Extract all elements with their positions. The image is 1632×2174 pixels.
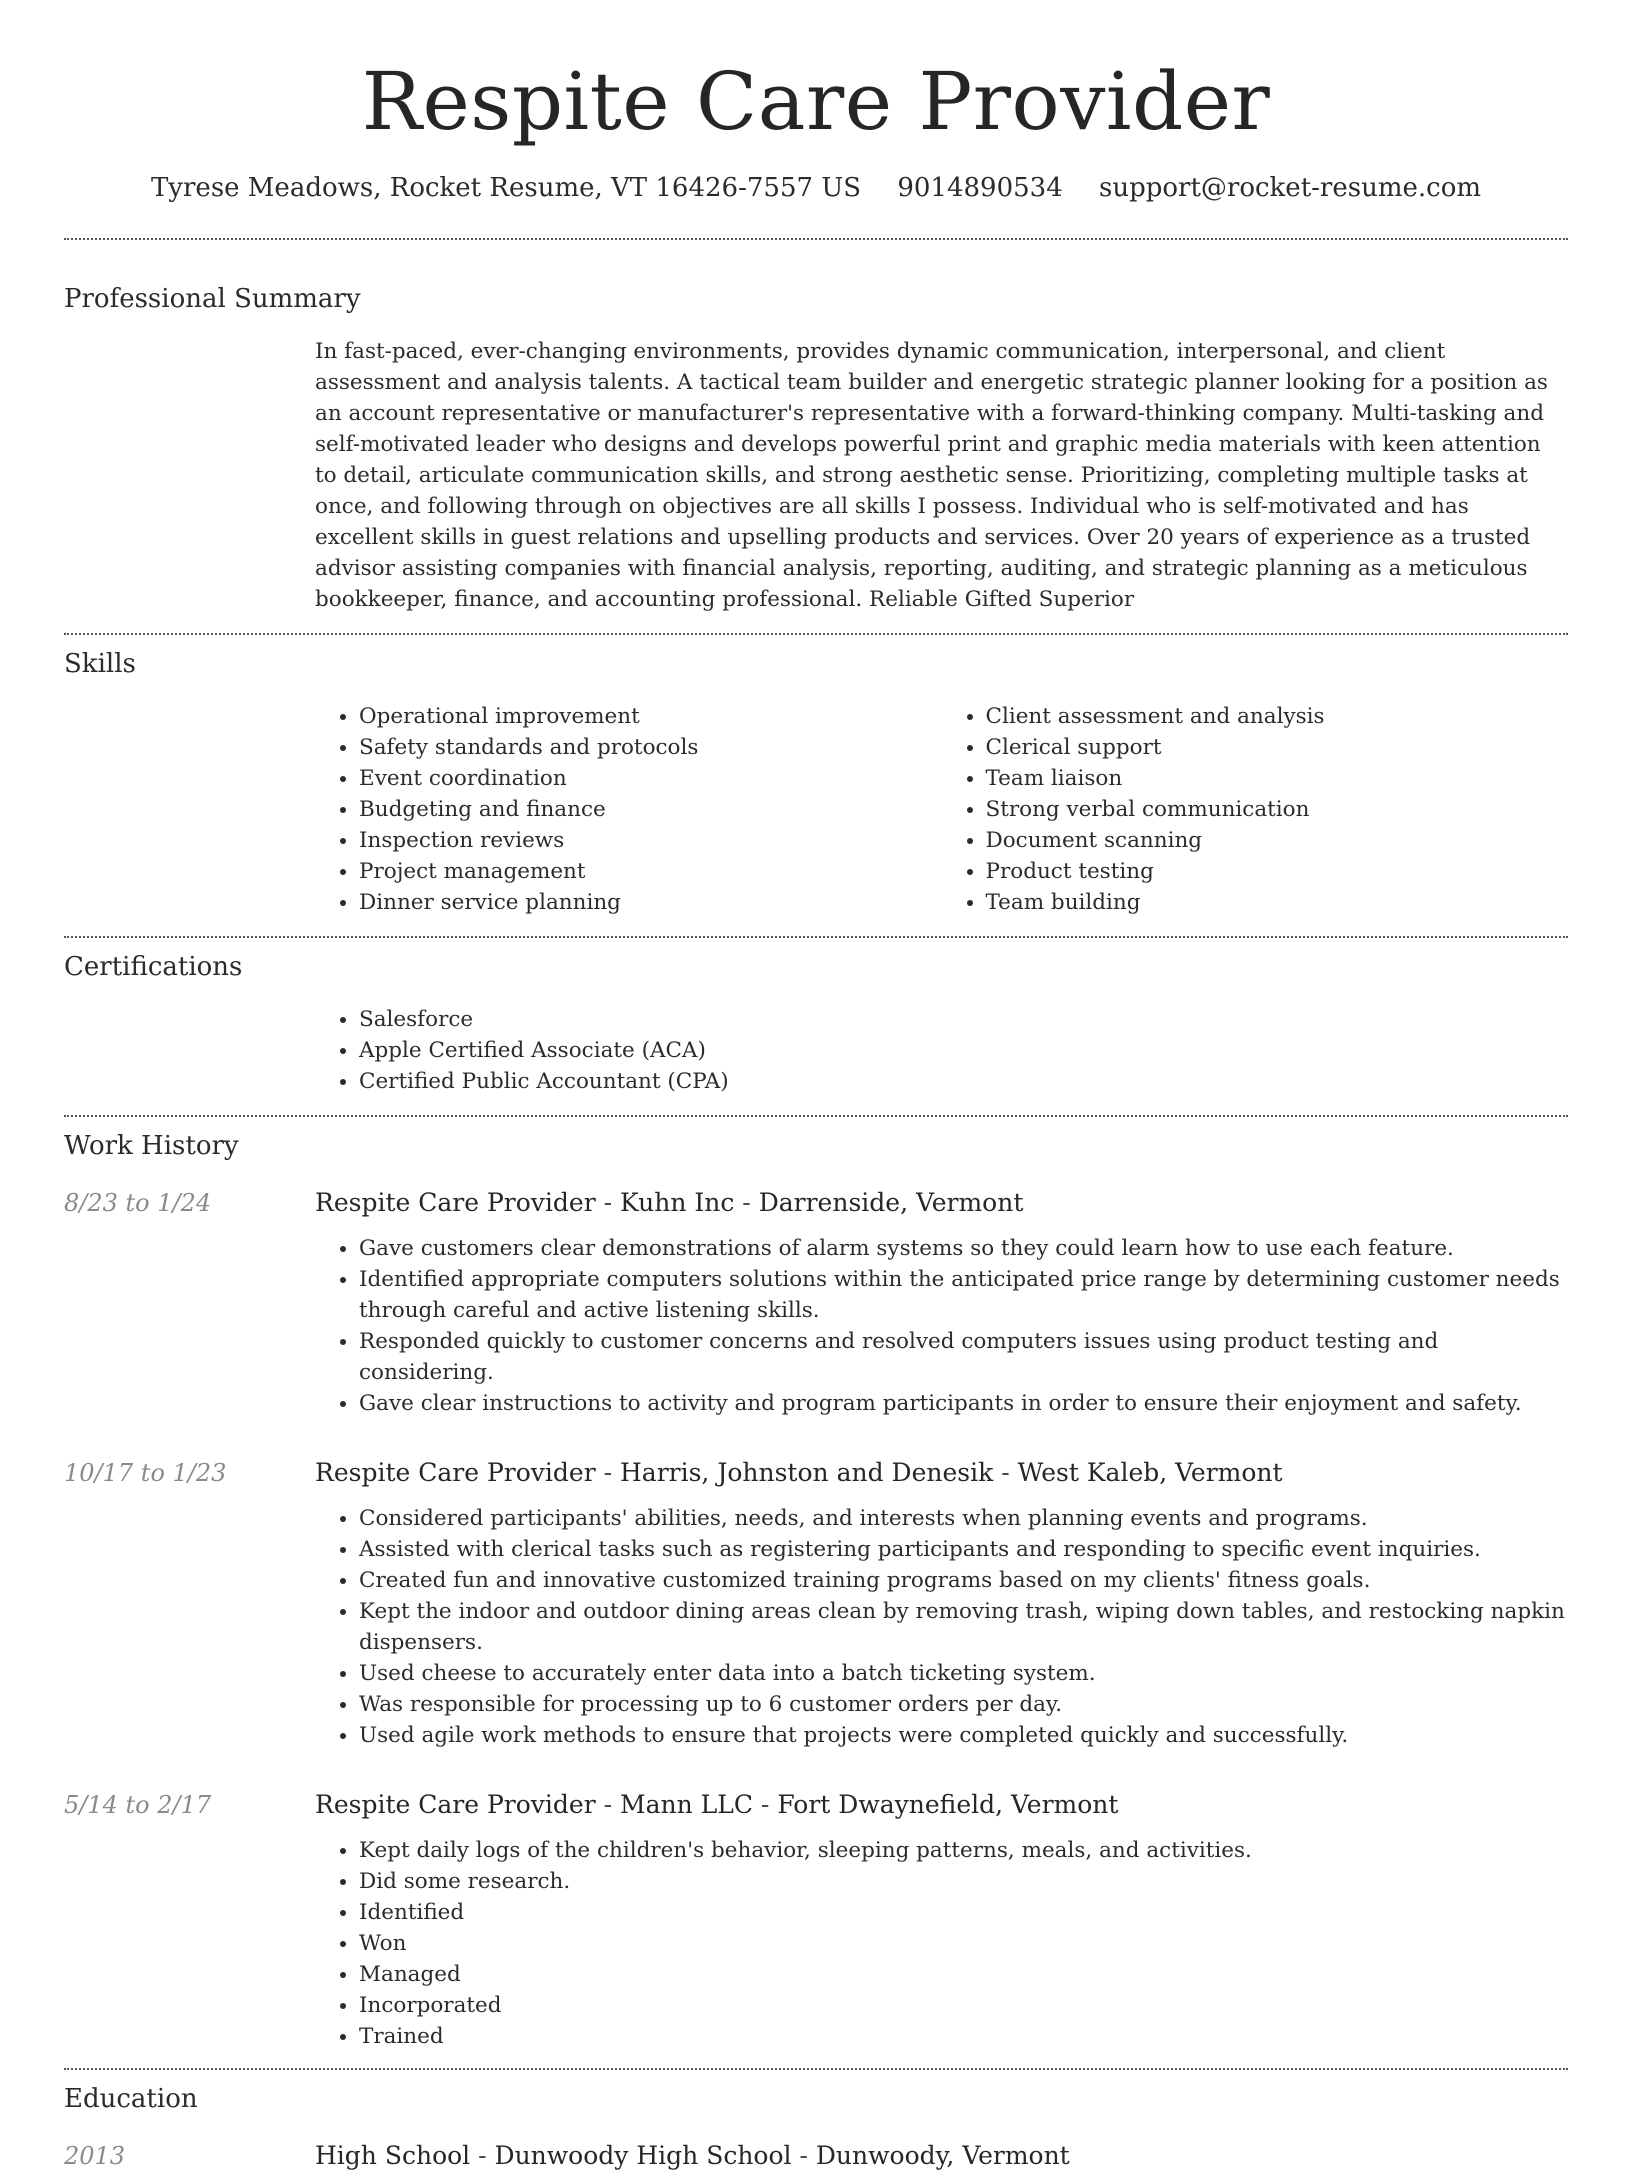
job-bullet: • Identified [359,1897,1568,1928]
job-role: Respite Care Provider [315,1188,596,1217]
job-location: West Kaleb, Vermont [1017,1458,1283,1487]
certifications-section [64,938,1568,1115]
skill-item: • Team liaison [986,763,1569,794]
skills-heading: Skills [64,649,136,679]
job-bullet: • Created fun and innovative customized training programs based on my clients' fitness goals. [359,1565,1568,1596]
skills-list-right [942,701,1569,918]
skill-item: • Strong verbal communication [986,794,1569,825]
job-entry [64,1185,1568,1419]
certification-item: • Salesforce [359,1004,1568,1035]
job-bullet: • Was responsible for processing up to 6 customer orders per day. [359,1689,1568,1720]
skill-item: • Clerical support [986,732,1569,763]
contact-line [64,170,1568,206]
summary-section [64,240,1568,633]
job-company: Mann LLC [620,1790,753,1819]
certifications-heading: Certifications [64,952,243,982]
job-bullet: • Kept daily logs of the children's behavior, sleeping patterns, meals, and activities. [359,1835,1568,1866]
skill-item: • Safety standards and protocols [359,732,942,763]
job-date: 8/23 to 1/24 [64,1189,212,1217]
education-entry [64,2138,1568,2174]
summary-heading: Professional Summary [64,284,361,314]
job-bullets [315,1233,1568,1419]
skill-item: • Document scanning [986,825,1569,856]
contact-phone: 9014890534 [897,173,1063,203]
work-history-section [64,1117,1568,2068]
job-company: Kuhn Inc [620,1188,735,1217]
education-school: Dunwoody High School [494,2141,792,2170]
job-bullets [315,1835,1568,2052]
job-role: Respite Care Provider [315,1458,596,1487]
education-heading: Education [64,2084,198,2114]
job-bullet: • Responded quickly to customer concerns and resolved computers issues using product testing and considering. [359,1326,1568,1388]
job-bullet: • Incorporated [359,1990,1568,2021]
skill-item: • Product testing [986,856,1569,887]
contact-address: Tyrese Meadows, Rocket Resume, VT 16426-7557 US [150,173,862,203]
skill-item: • Dinner service planning [359,887,942,918]
certification-item: • Apple Certified Associate (ACA) [359,1035,1568,1066]
job-bullet: • Did some research. [359,1866,1568,1897]
education-location: Dunwoody, Vermont [815,2141,1070,2170]
job-date: 5/14 to 2/17 [64,1791,212,1819]
resume-title: Respite Care Provider [361,55,1271,148]
certifications-body [315,1004,1568,1115]
job-company: Harris, Johnston and Denesik [620,1458,994,1487]
job-location: Fort Dwaynefield, Vermont [777,1790,1119,1819]
job-bullets [315,1503,1568,1751]
job-bullet: • Gave clear instructions to activity and program participants in order to ensure their enjoyment and safety. [359,1388,1568,1419]
skill-item: • Budgeting and finance [359,794,942,825]
job-bullet: • Used agile work methods to ensure that projects were completed quickly and successfully. [359,1720,1568,1751]
job-header: Respite Care Provider - Harris, Johnston and Denesik - West Kaleb, Vermont [315,1458,1283,1487]
job-bullet: • Managed [359,1959,1568,1990]
skills-list-left [315,701,942,918]
job-bullet: • Identified appropriate computers solutions within the anticipated price range by determining customer needs through careful and active listening skills. [359,1264,1568,1326]
resume-page [64,0,1568,2174]
certification-item: • Certified Public Accountant (CPA) [359,1066,1568,1097]
job-date: 10/17 to 1/23 [64,1459,227,1487]
skills-columns [315,701,1568,936]
job-location: Darrenside, Vermont [758,1188,1024,1217]
job-bullet: • Used cheese to accurately enter data into a batch ticketing system. [359,1658,1568,1689]
education-degree: High School [315,2141,471,2170]
certifications-list [315,1004,1568,1097]
skill-item: • Team building [986,887,1569,918]
work-history-heading: Work History [64,1131,239,1161]
job-entry [64,1455,1568,1751]
contact-email: support@rocket-resume.com [1099,173,1482,203]
summary-text: In fast-paced, ever-changing environments, provides dynamic communication, interpersonal, and client assessment and analysis talents. A tactical team builder and energetic strategic planner looking for a position as an account representative or manufacturer's representative with a forward-thinking company. Multi-tasking and self-motivated leader who designs and develops powerful print and graphic media materials with keen attention to detail, articulate communication skills, and strong aesthetic sense. Prioritizing, completing multiple tasks at once, and following through on objectives are all skills I possess. Individual who is self-motivated and has excellent skills in guest relations and upselling products and services. Over 20 years of experience as a trusted advisor assisting companies with financial analysis, reporting, auditing, and strategic planning as a meticulous bookkeeper, finance, and accounting professional. Reliable Gifted Superior [315,339,1548,612]
job-header: Respite Care Provider - Kuhn Inc - Darrenside, Vermont [315,1188,1024,1217]
job-role: Respite Care Provider [315,1790,596,1819]
skill-item: • Inspection reviews [359,825,942,856]
job-bullet: • Considered participants' abilities, needs, and interests when planning events and programs. [359,1503,1568,1534]
job-entry [64,1787,1568,2052]
education-section [64,2070,1568,2174]
skill-item: • Operational improvement [359,701,942,732]
skill-item: • Event coordination [359,763,942,794]
job-bullet: • Kept the indoor and outdoor dining areas clean by removing trash, wiping down tables, and restocking napkin dispensers. [359,1596,1568,1658]
job-bullet: • Trained [359,2021,1568,2052]
skill-item: • Client assessment and analysis [986,701,1569,732]
skill-item: • Project management [359,856,942,887]
education-header: High School - Dunwoody High School - Dunwoody, Vermont [315,2141,1070,2170]
job-header: Respite Care Provider - Mann LLC - Fort Dwaynefield, Vermont [315,1790,1119,1819]
job-bullet: • Assisted with clerical tasks such as registering participants and responding to specific event inquiries. [359,1534,1568,1565]
skills-section [64,635,1568,936]
job-bullet: • Won [359,1928,1568,1959]
job-bullet: • Gave customers clear demonstrations of alarm systems so they could learn how to use each feature. [359,1233,1568,1264]
education-date: 2013 [64,2142,126,2170]
